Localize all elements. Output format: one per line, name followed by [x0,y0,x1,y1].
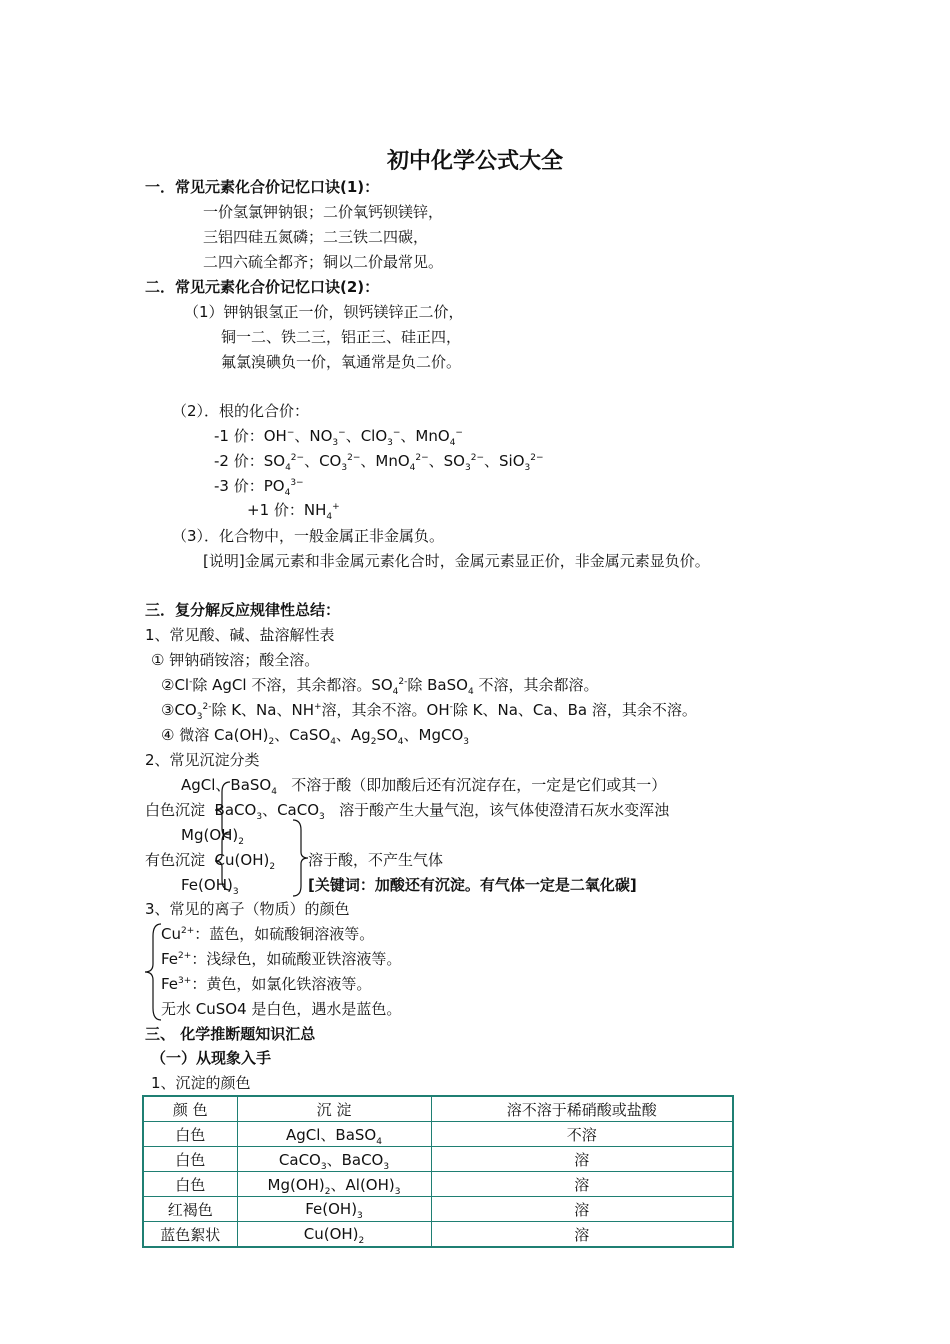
mnemonic-line: 铜一二、铁二三，铝正三、硅正四， [221,328,462,346]
page-title: 初中化学公式大全 [386,149,563,174]
section-2-heading: 二．常见元素化合价记忆口诀(2)： [145,278,380,296]
solubility-rule: ④ 微溶 $Ca(OH)_2$、CaSO$_4$、$Ag_2SO_4$、MgCO$_3$ [161,726,469,747]
ion-color-row: $Fe^{3+}$：黄色，如氯化铁溶液等。 [161,975,372,993]
right-brace-icon [290,818,312,898]
table-row [143,1147,733,1172]
valence-label: -1 价： [214,427,264,445]
mnemonic-line: 氟氯溴碘负一价，氧通常是负二价。 [221,353,462,371]
color-cell: 白色 [143,1172,237,1197]
column-header: 溶不溶于稀硝酸或盐酸 [431,1096,733,1122]
precipitate-cell: $Cu(OH)_2$ [237,1222,431,1248]
section-3-heading: 三．复分解反应规律性总结： [145,601,341,619]
solubility-cell: 溶 [431,1197,733,1222]
mnemonic-line: 二四六硫全都齐；铜以二价最常见。 [203,253,444,271]
color-cell: 白色 [143,1122,237,1147]
valence-row: -1 价：OH−、$NO_3^-$、ClO$_3$−、MnO$_4$− [214,427,463,448]
valence-label: -3 价： [214,477,264,495]
solubility-rule: ②Cl-除 AgCl 不溶，其余都溶。$SO_4^{2-}$除 BaSO$_4$ 不溶，其余都溶。 [161,676,599,697]
solubility-cell: 溶 [431,1147,733,1172]
solubility-rule: $③CO_3^{2-}$除 K、Na、NH+溶，其余不溶。OH-除 K、Na、Ca、Ba 溶，其余不溶。 [161,701,697,722]
solubility-cell: 溶 [431,1222,733,1248]
subheading: 1、常见酸、碱、盐溶解性表 [145,626,335,644]
table-row [143,1172,733,1197]
precipitate-cell: CaCO$_3$、BaCO$_3$ [237,1147,431,1172]
valence-row: -2 价：$SO_4^{2-}$、$CO_3^{2-}$、MnO$_4^{2-}$、$SO_3^{2-}$、SiO$_3^{2-}$ [214,452,544,473]
solubility-rule: ① 钾钠硝铵溶；酸全溶。 [151,651,320,669]
subheading: 3、常见的离子（物质）的颜色 [145,900,350,918]
ion-color-row: $Cu^{2+}$：蓝色，如硫酸铜溶液等。 [161,925,375,943]
precipitate-cell: $Fe(OH)_3$ [237,1197,431,1222]
subheading: 2、常见沉淀分类 [145,751,260,769]
precipitate-row: AgCl、BaSO$_4$ 不溶于酸（即加酸后还有沉淀存在，一定是它们或其一） [181,776,667,797]
table-row [143,1222,733,1248]
keyword-note: [关键词：加酸还有沉淀。有气体一定是二氧化碳] [308,876,637,894]
explanation-note: [说明]金属元素和非金属元素化合时，金属元素显正价，非金属元素显负价。 [203,552,710,570]
solubility-cell: 不溶 [431,1122,733,1147]
colored-precipitate-label: 有色沉淀 [145,851,206,869]
subheading: （一）从现象入手 [151,1049,272,1067]
valence-label: +1 价： [247,501,304,519]
mnemonic-line: 一价氢氯钾钠银；二价氧钙钡镁锌， [203,203,444,221]
left-brace-icon [142,922,164,1022]
precipitate-row: 白色沉淀 BaCO$_3$、CaCO$_3$ 溶于酸产生大量气泡，该气体使澄清石灰水变浑浊 [145,801,670,822]
precipitate-formula: $Fe(OH)_3$ [181,876,239,897]
column-header: 颜 色 [143,1096,237,1122]
precipitate-cell: $Mg(OH)_2$、$Al(OH)_3$ [237,1172,431,1197]
solubility-cell: 溶 [431,1172,733,1197]
section-1-heading: 一．常见元素化合价记忆口诀(1)： [145,178,380,196]
table-header-row [143,1096,733,1122]
subheading: 1、沉淀的颜色 [151,1074,251,1092]
color-cell: 白色 [143,1147,237,1172]
radical-valence-heading: （2）．根的化合价： [172,402,310,420]
valence-row: +1 价：$NH_4^+$ [247,501,340,522]
valence-label: -2 价： [214,452,264,470]
ion-color-row: $Fe^{2+}$：浅绿色，如硫酸亚铁溶液等。 [161,950,402,968]
color-cell: 红褐色 [143,1197,237,1222]
precipitate-color-table [142,1095,734,1248]
white-precipitate-label: 白色沉淀 [145,801,206,819]
table-row [143,1122,733,1147]
compound-rule: （3）．化合物中，一般金属正非金属负。 [172,527,445,545]
acid-soluble-note: 溶于酸，不产生气体 [308,851,444,869]
table-row [143,1197,733,1222]
mnemonic-line: 三铝四硅五氮磷；二三铁二四碳， [203,228,429,246]
left-brace-icon [210,830,234,892]
column-header: 沉 淀 [237,1096,431,1122]
color-cell: 蓝色絮状 [143,1222,237,1248]
mnemonic-line: （1）钾钠银氢正一价，钡钙镁锌正二价， [184,303,464,321]
valence-row: -3 价：$PO_4^{3-}$ [214,477,304,498]
precipitate-formula: $Mg(OH)_2$ [181,826,244,847]
ion-color-row: 无水 CuSO4 是白色，遇水是蓝色。 [161,1000,402,1018]
precipitate-row: 有色沉淀 $Cu(OH)_2$ [145,851,276,872]
precipitate-cell: AgCl、BaSO$_4$ [237,1122,431,1147]
section-4-heading: 三、 化学推断题知识汇总 [145,1025,316,1043]
